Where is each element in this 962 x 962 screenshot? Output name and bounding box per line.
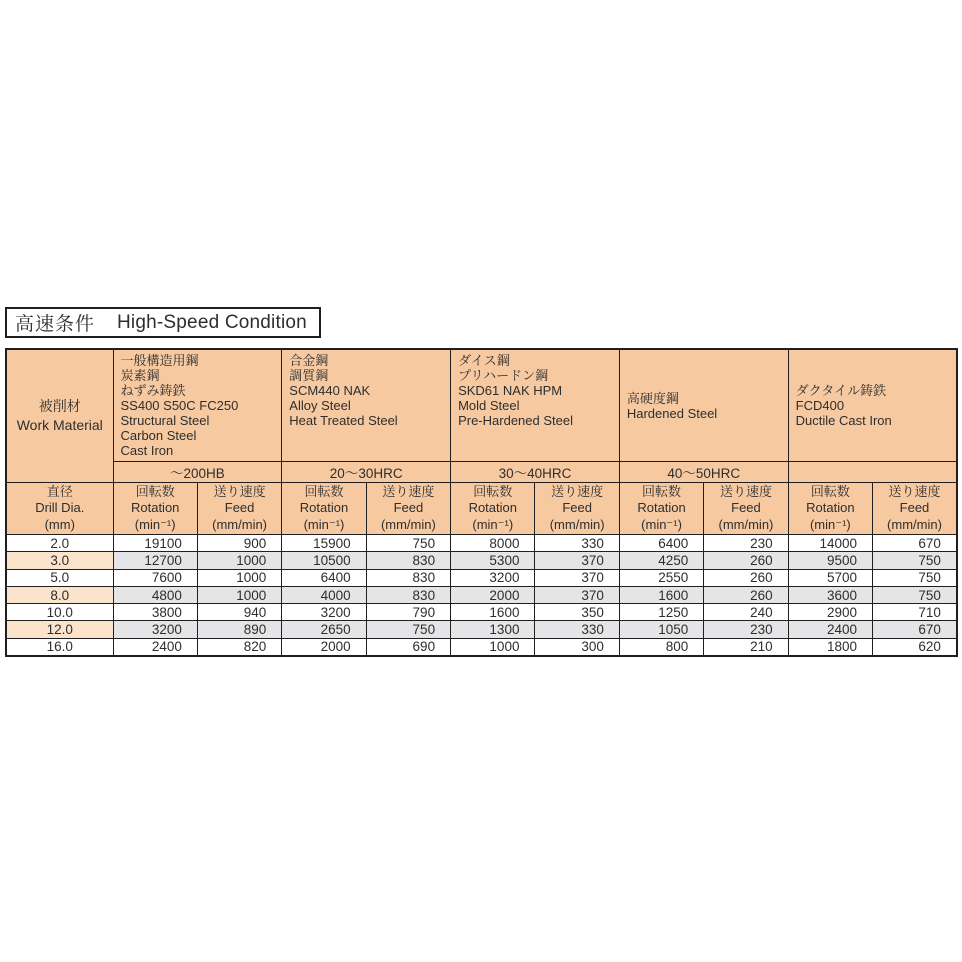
section-title-en: High-Speed Condition bbox=[117, 311, 307, 333]
value-cell: 14000 bbox=[788, 535, 872, 552]
value-cell: 3200 bbox=[113, 621, 197, 638]
value-cell: 10500 bbox=[282, 552, 366, 569]
value-cell: 2400 bbox=[788, 621, 872, 638]
value-cell: 2550 bbox=[619, 569, 703, 586]
value-cell: 4800 bbox=[113, 586, 197, 603]
value-cell: 12700 bbox=[113, 552, 197, 569]
work-material-header bbox=[6, 349, 113, 483]
value-cell: 350 bbox=[535, 604, 619, 621]
drill-dia-cell: 12.0 bbox=[6, 621, 113, 638]
value-cell: 830 bbox=[366, 569, 450, 586]
material-alloy-steel: 合金鋼 調質鋼 SCM440 NAK Alloy Steel Heat Treated Steel bbox=[282, 349, 451, 462]
value-cell: 260 bbox=[704, 586, 788, 603]
rotation-header: 回転数 Rotation (min⁻¹) bbox=[619, 483, 703, 535]
value-cell: 830 bbox=[366, 586, 450, 603]
feed-header: 送り速度 Feed (mm/min) bbox=[873, 483, 957, 535]
value-cell: 620 bbox=[873, 638, 957, 655]
value-cell: 750 bbox=[873, 552, 957, 569]
value-cell: 300 bbox=[535, 638, 619, 655]
rotation-header: 回転数 Rotation (min⁻¹) bbox=[282, 483, 366, 535]
value-cell: 2400 bbox=[113, 638, 197, 655]
rotation-header: 回転数 Rotation (min⁻¹) bbox=[113, 483, 197, 535]
value-cell: 210 bbox=[704, 638, 788, 655]
drill-dia-cell: 10.0 bbox=[6, 604, 113, 621]
value-cell: 820 bbox=[197, 638, 281, 655]
value-cell: 4250 bbox=[619, 552, 703, 569]
material-ductile-cast-iron: ダクタイル鋳鉄 FCD400 Ductile Cast Iron bbox=[788, 349, 957, 462]
value-cell: 240 bbox=[704, 604, 788, 621]
hardness-hardened: 40～50HRC bbox=[619, 462, 788, 483]
value-cell: 15900 bbox=[282, 535, 366, 552]
value-cell: 2000 bbox=[282, 638, 366, 655]
value-cell: 690 bbox=[366, 638, 450, 655]
value-cell: 9500 bbox=[788, 552, 872, 569]
feed-header: 送り速度 Feed (mm/min) bbox=[197, 483, 281, 535]
value-cell: 1800 bbox=[788, 638, 872, 655]
value-cell: 800 bbox=[619, 638, 703, 655]
value-cell: 4000 bbox=[282, 586, 366, 603]
value-cell: 2900 bbox=[788, 604, 872, 621]
value-cell: 6400 bbox=[282, 569, 366, 586]
hardness-mold: 30～40HRC bbox=[451, 462, 620, 483]
drill-dia-header: 直径 Drill Dia. (mm) bbox=[6, 483, 113, 535]
drill-dia-cell: 3.0 bbox=[6, 552, 113, 569]
value-cell: 750 bbox=[873, 569, 957, 586]
work-material-en: Work Material bbox=[16, 417, 103, 433]
value-cell: 3600 bbox=[788, 586, 872, 603]
hardness-structural: ～200HB bbox=[113, 462, 282, 483]
value-cell: 3800 bbox=[113, 604, 197, 621]
value-cell: 1600 bbox=[619, 586, 703, 603]
value-cell: 230 bbox=[704, 535, 788, 552]
value-cell: 1000 bbox=[197, 586, 281, 603]
value-cell: 1000 bbox=[197, 552, 281, 569]
hardness-row bbox=[6, 462, 957, 483]
value-cell: 670 bbox=[873, 621, 957, 638]
table-body bbox=[6, 535, 957, 656]
value-cell: 5700 bbox=[788, 569, 872, 586]
value-cell: 3200 bbox=[451, 569, 535, 586]
rotation-header: 回転数 Rotation (min⁻¹) bbox=[788, 483, 872, 535]
table-row bbox=[6, 535, 957, 552]
material-mold-steel: ダイス鋼 プリハードン鋼 SKD61 NAK HPM Mold Steel Pre-Hardened Steel bbox=[451, 349, 620, 462]
table-row bbox=[6, 638, 957, 655]
value-cell: 900 bbox=[197, 535, 281, 552]
value-cell: 260 bbox=[704, 569, 788, 586]
value-cell: 670 bbox=[873, 535, 957, 552]
table-row bbox=[6, 569, 957, 586]
value-cell: 750 bbox=[366, 535, 450, 552]
value-cell: 7600 bbox=[113, 569, 197, 586]
value-cell: 940 bbox=[197, 604, 281, 621]
value-cell: 19100 bbox=[113, 535, 197, 552]
feed-header: 送り速度 Feed (mm/min) bbox=[704, 483, 788, 535]
value-cell: 790 bbox=[366, 604, 450, 621]
value-cell: 1000 bbox=[197, 569, 281, 586]
value-cell: 260 bbox=[704, 552, 788, 569]
material-hardened-steel: 高硬度鋼 Hardened Steel bbox=[619, 349, 788, 462]
work-material-jp: 被削材 bbox=[38, 398, 81, 414]
value-cell: 330 bbox=[535, 621, 619, 638]
hardness-alloy: 20～30HRC bbox=[282, 462, 451, 483]
value-cell: 2650 bbox=[282, 621, 366, 638]
feed-header: 送り速度 Feed (mm/min) bbox=[366, 483, 450, 535]
value-cell: 6400 bbox=[619, 535, 703, 552]
value-cell: 750 bbox=[873, 586, 957, 603]
hardness-ductile bbox=[788, 462, 957, 483]
value-cell: 8000 bbox=[451, 535, 535, 552]
high-speed-condition-table bbox=[5, 348, 958, 657]
value-cell: 5300 bbox=[451, 552, 535, 569]
feed-header: 送り速度 Feed (mm/min) bbox=[535, 483, 619, 535]
table-row bbox=[6, 586, 957, 603]
value-cell: 3200 bbox=[282, 604, 366, 621]
value-cell: 370 bbox=[535, 552, 619, 569]
value-cell: 2000 bbox=[451, 586, 535, 603]
section-title bbox=[5, 307, 321, 338]
value-cell: 830 bbox=[366, 552, 450, 569]
material-header-row bbox=[6, 349, 957, 462]
material-structural-steel: 一般構造用鋼 炭素鋼 ねずみ鋳鉄 SS400 S50C FC250 Structural Steel Carbon Steel Cast Iron bbox=[113, 349, 282, 462]
value-cell: 890 bbox=[197, 621, 281, 638]
value-cell: 1000 bbox=[451, 638, 535, 655]
value-cell: 330 bbox=[535, 535, 619, 552]
drill-dia-cell: 2.0 bbox=[6, 535, 113, 552]
drill-dia-cell: 8.0 bbox=[6, 586, 113, 603]
column-header-row bbox=[6, 483, 957, 535]
value-cell: 1050 bbox=[619, 621, 703, 638]
table-row bbox=[6, 552, 957, 569]
section-title-jp: 高速条件 bbox=[15, 314, 96, 335]
value-cell: 1250 bbox=[619, 604, 703, 621]
drill-dia-cell: 16.0 bbox=[6, 638, 113, 655]
value-cell: 1300 bbox=[451, 621, 535, 638]
value-cell: 370 bbox=[535, 569, 619, 586]
value-cell: 370 bbox=[535, 586, 619, 603]
rotation-header: 回転数 Rotation (min⁻¹) bbox=[451, 483, 535, 535]
table-row bbox=[6, 621, 957, 638]
value-cell: 1600 bbox=[451, 604, 535, 621]
value-cell: 750 bbox=[366, 621, 450, 638]
table-row bbox=[6, 604, 957, 621]
value-cell: 230 bbox=[704, 621, 788, 638]
drill-dia-cell: 5.0 bbox=[6, 569, 113, 586]
value-cell: 710 bbox=[873, 604, 957, 621]
